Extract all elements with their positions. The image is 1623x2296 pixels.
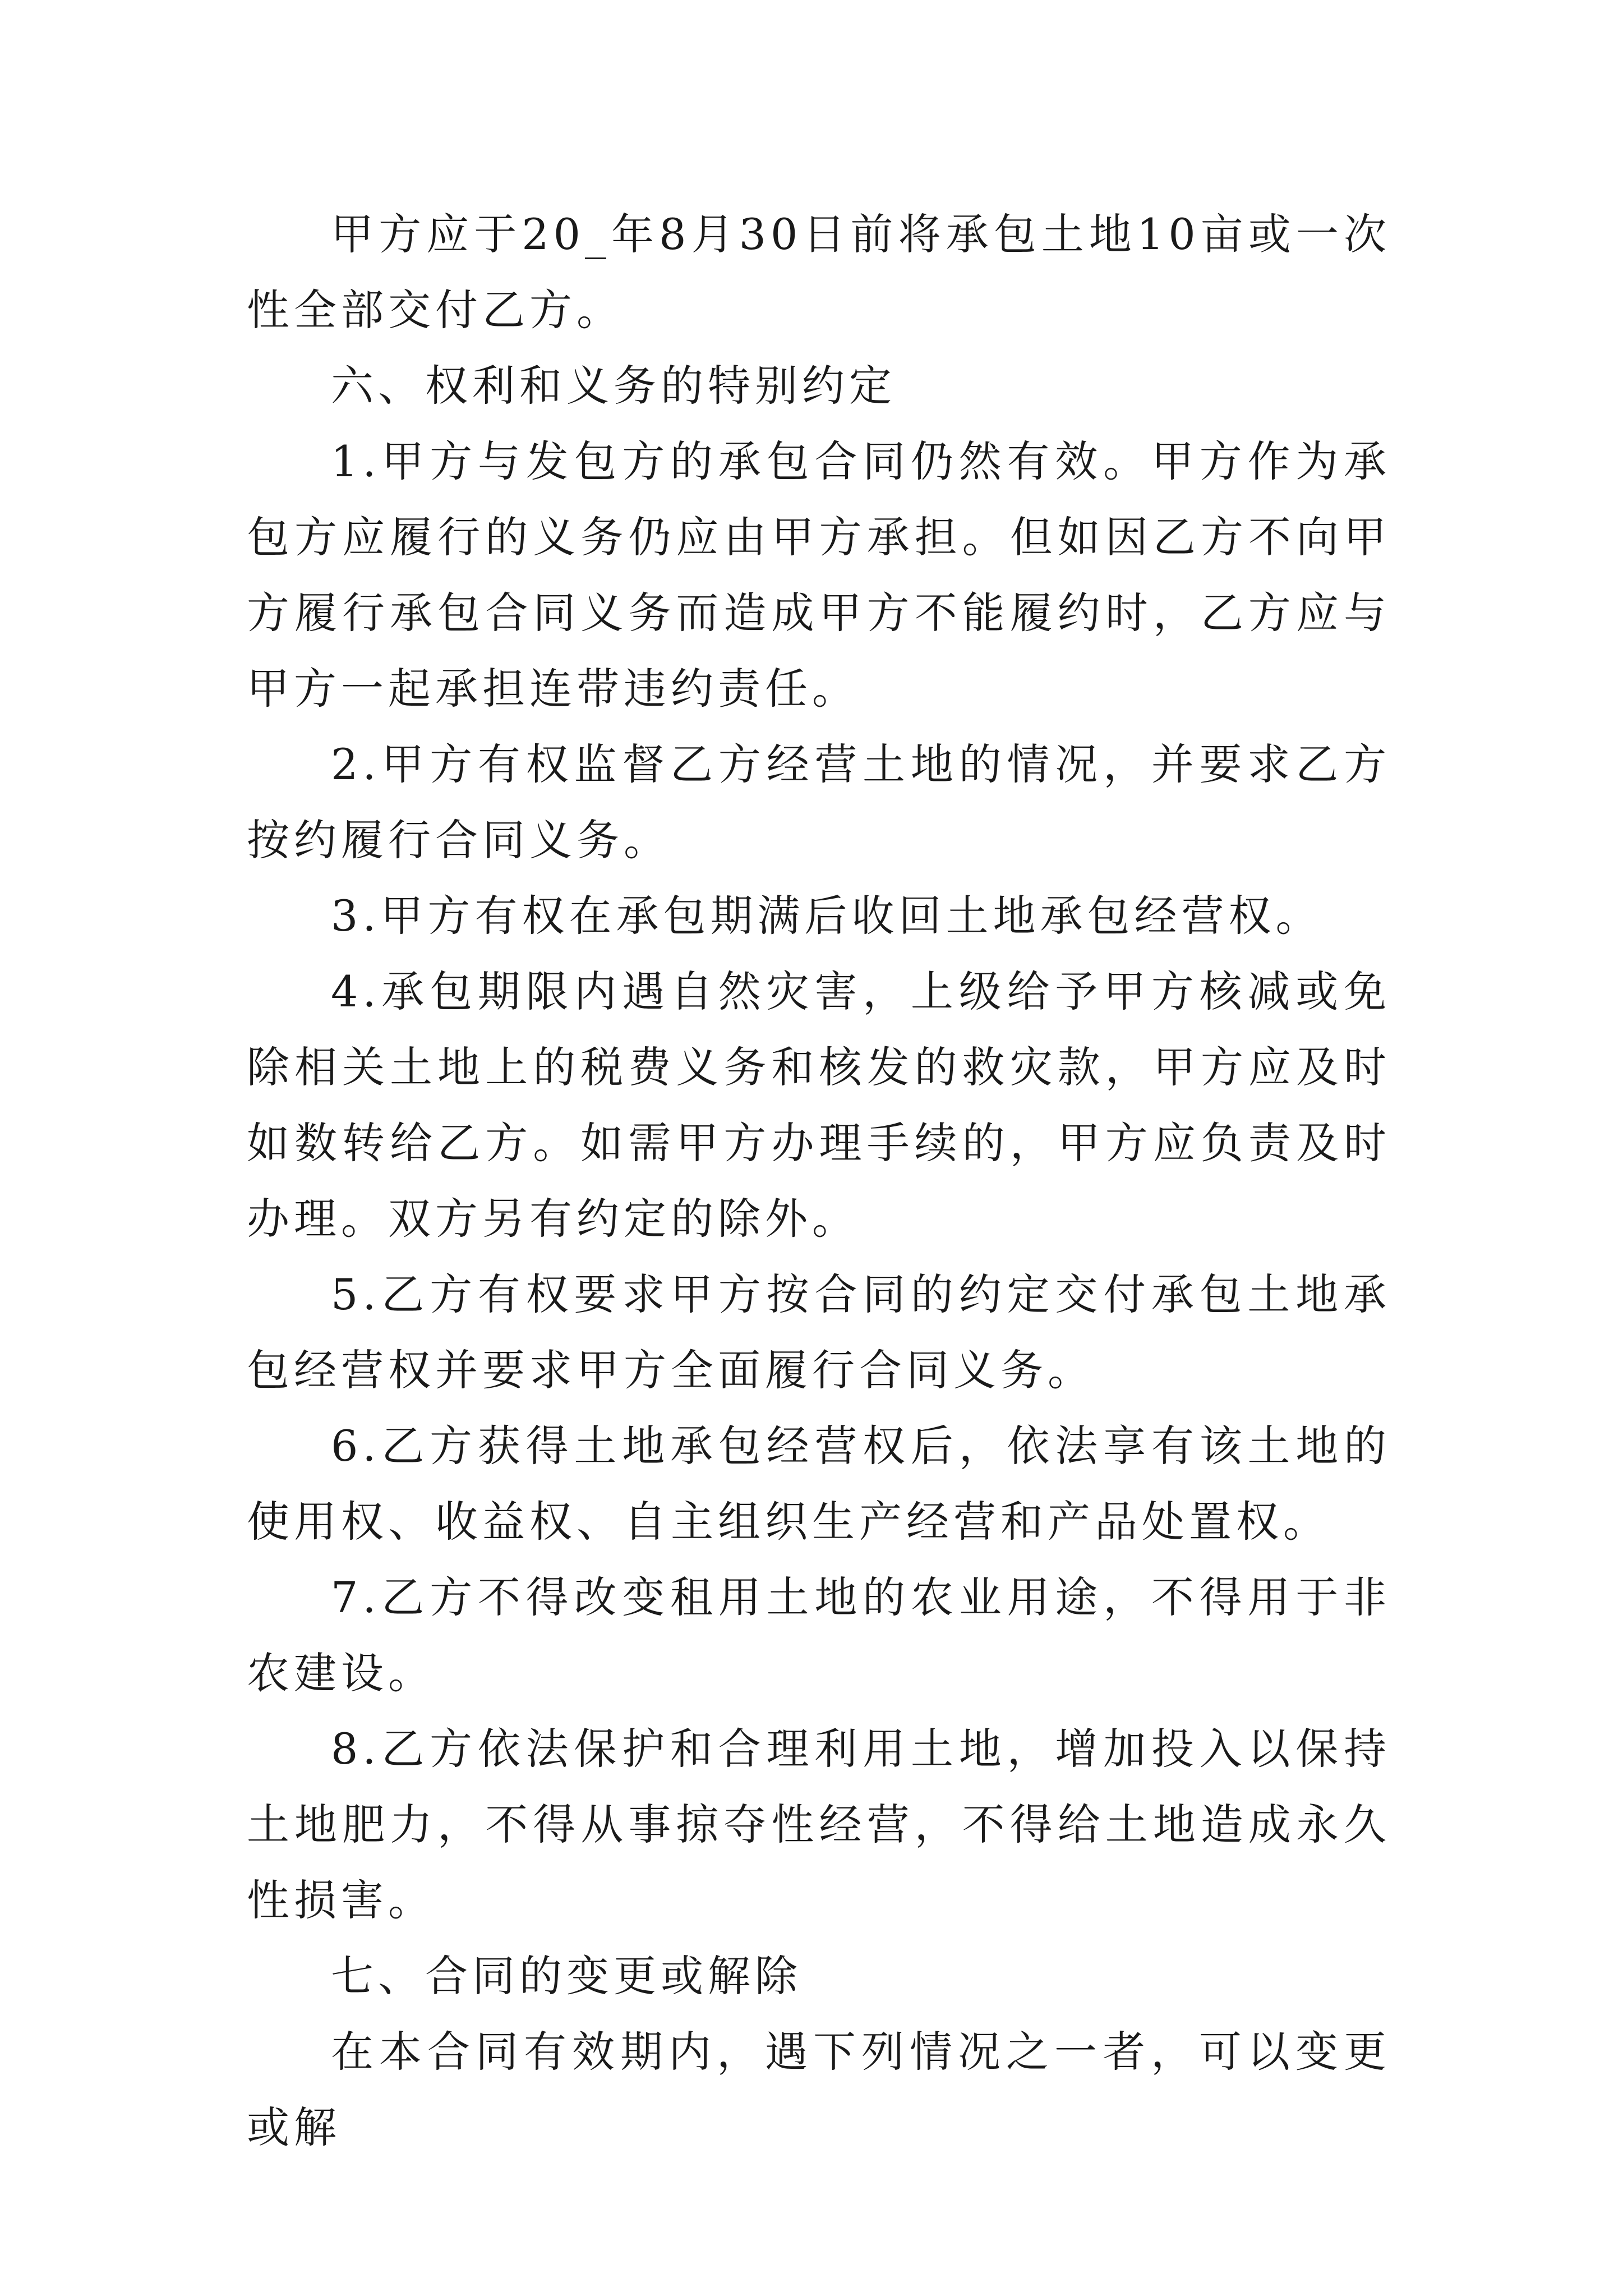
clause-1: 1.甲方与发包方的承包合同仍然有效。甲方作为承包方应履行的义务仍应由甲方承担。但如因乙方不向甲方履行承包合同义务而造成甲方不能履约时，乙方应与甲方一起承担连带违约责任。: [247, 436, 1391, 714]
section-heading-rights-obligations: 六、权利和义务的特别约定: [331, 361, 896, 411]
clause-6: 6.乙方获得土地承包经营权后，依法享有该土地的使用权、收益权、自主组织生产经营和产品处置权。: [247, 1421, 1391, 1547]
clause-5: 5.乙方有权要求甲方按合同的约定交付承包土地承包经营权并要求甲方全面履行合同义务。: [247, 1269, 1391, 1395]
document-body: [247, 196, 1391, 2165]
clause-4: 4.承包期限内遇自然灾害，上级给予甲方核减或免除相关土地上的税费义务和核发的救灾款，甲方应及时如数转给乙方。如需甲方办理手续的，甲方应负责及时办理。双方另有约定的除外。: [247, 967, 1391, 1244]
section-heading-change-termination: 七、合同的变更或解除: [331, 1951, 802, 2001]
clause-3: 3.甲方有权在承包期满后收回土地承包经营权。: [331, 891, 1323, 941]
clause-7: 7.乙方不得改变租用土地的农业用途，不得用于非农建设。: [247, 1572, 1391, 1698]
paragraph-change-conditions: 在本合同有效期内，遇下列情况之一者，可以变更或解: [247, 2027, 1391, 2152]
paragraph-delivery: 甲方应于20_年8月30日前将承包土地10亩或一次性全部交付乙方。: [247, 209, 1391, 335]
clause-2: 2.甲方有权监督乙方经营土地的情况，并要求乙方按约履行合同义务。: [247, 739, 1391, 865]
clause-8: 8.乙方依法保护和合理利用土地，增加投入以保持土地肥力，不得从事掠夺性经营，不得给土地造成永久性损害。: [247, 1724, 1391, 1925]
